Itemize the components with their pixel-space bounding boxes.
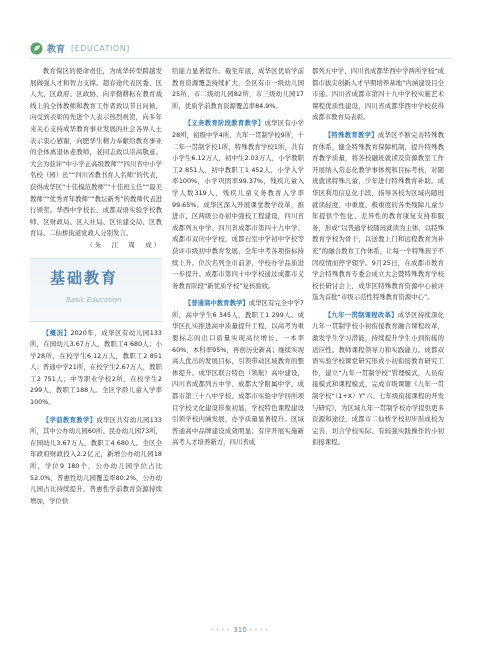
paragraph: 教育保区的使命责任，为成华转型跨越发展做强人才和智力支撑。超春途代表区委、区人大、区政府、区政协，向辛勤耕耘在教育战线上的全体教师和教育工作者致以节日问候，向受到表彰的先进个人表示热烈祝贺，向多年来关心支持成华教育事业发展的社会各界人士表示衷心感谢，向肥华生精力奉献给教育事业的全体离退休老教师，老同志致以崇高敬意。大会为获评“中小学正高级教师”“四川省中小学名校（园）长”“四川省教书育人名师”的代表，获得成华区“十佳模范教师”“十佳班主任”“最美教师”“优秀青年教师”“教坛新秀”的教师代表进行颁奖。华西中学校长、成都双语实验学校教师、区财政局、区人社局、区住建交局、区教育局、二仙桥街道党政人分别发言。 [30, 67, 162, 238]
column-2 [172, 66, 304, 449]
leaf-logo-icon [30, 42, 43, 55]
column-3 [312, 66, 444, 449]
paragraph: 成华区有完全中学7所，高中学生6 345人，教职工1 299人。成华区扎实推进高中质量提升工程，以高考为重要标志的出口质量实现高位增长，一本率60%，本科率95%，再创历史新高；继续实现高人优出的发展目标，引领带动区域教育的整体提升。成华区联合特色（领航）高中建设，四川省成都列五中学、成都大学附属中学、成都市第三十八中学校、成都市实验中学四所项目学校文化建设形象初显，学校特色课程建设引领学校内涵发展，办学质量显著提升。区域普通高中品牌建设成效明显；有序开展实施新高考人才培养新方，四川省成 [172, 299, 304, 447]
basic-education-banner [30, 258, 162, 322]
section-tag: 【义务教育阶段教育教学】 [184, 119, 265, 128]
paragraph: 成华区持续深化九年一贯制学校小初衔接教育融合课程改革，激发学生学习潜能，持续提升学生小到衔接的适应性。教师课程领导力和实践能力。成都双语实验学校课堂研究形成小初衔接教育研究工作，建立“九年一贯制学校”管理模式，人员衔接模式和课程模式，完成市级课题《九年一贯制学校“（1+X）Y”六、七年级衔接课程的开发与研究》，为区域九年一贯制学校办学提供更多资源和途径，成都市二仙桥学校初步形成校为完善、切合学校实际、有较强实践操作的小初衔接课程。 [312, 310, 445, 447]
header-divider [30, 58, 452, 59]
paragraph: 成华区有小学28所，初级中学4所，九年一贯制学校9所，十二年一贯制学校1所，特殊教育学校1所，共有小学生6.12万人，初中生2.03万人，小学教职工2 851人，初中教职工1 452人，小学入学率100%，小学巩固率99.37%，残疾儿童入学人数319人，残疾儿童义务教育入学率99.65%。成华区深入开展课堂教学改革，推进市、区两级公办初中强校工程建设，四川省成都列五中学、四川省成都市第四十九中学、成都市双庆中学校，成都石室中学初中学校等获评市级初中教育发展，全年中考各项指标持续上升。位次名列全市前茅，学校办学品质进一步提升。成都市第四十中学校通过成都市义务教育阶段“新优质学校”复核验收。 [172, 119, 305, 290]
section-tag: 【普通高中教育教学】 [184, 299, 249, 308]
section-tag: 【学前教育教学】 [42, 415, 97, 424]
paragraph: 成华区共有幼儿园133所，其中公办幼儿园60所、民办幼儿园73所，在园幼儿3.67万人，教职工4 680人。全区全年政府财政投入2.2亿元，新增公办幼儿园18所，学位9 180个，公办幼儿园学位占比52.0%，普惠性幼儿园覆盖率80.2%，公办幼儿园占比持续提升，普惠性学前教育资源持续增加，学位供 [30, 415, 162, 505]
author-signature: （朱 江 周 成） [86, 240, 162, 249]
paragraph: 成华区不断完善特殊教育体系，健全特殊教育保障机制，提升特殊教育教学质量，将各校融班就读及资源教室工作开展纳入常态化教学事体规和目标考核，对随班就读特殊儿童，少年进行特殊教育补助。成华区利用信息化手段，指导各校为区域内随班就读轻度、中重度、极重度的各类残障儿童少年提供个性化、差异性的教育康复支持和服务，形成“以普通学校随班就读为主体，以特殊教育学校为骨干，以送教上门和远程教育为补充”的融合教育工作体系，让每一个特殊孩子不因疫情而停学辍学。9月25日，在成都市教育学会特殊教育专委会成立大会暨特殊教育学校校长研讨会上，成华区特殊教育资源中心被评选为首批“市级示范性特殊教育资源中心”。 [312, 130, 445, 302]
footer-ornament-left: •••• [210, 626, 232, 634]
section-tag: 【九年一贯制课程改革】 [324, 310, 398, 319]
paragraph: 都列五中学、四川省成都华西中学两所学校“成都市拔尖创新人才早期培养基地”内涵建设目全市递。四川省成都市第四十九中学校实施艺术课程优质性建设，四川省成都华西中学校获得成都市教育局表彰。 [312, 67, 444, 122]
page-number: 310 [233, 626, 247, 634]
paragraph: 2020年，成华区有幼儿园133所，在园幼儿3.67万人，教职工4 680人；小学28所，在校学生6.12万人，教职工2 851人；普通中学21所，在校学生2.67万人，教职工2 751人；中等职业学校2所，在校学生2 299人，教职工188人。全区学龄儿童入学率100%。 [30, 328, 162, 407]
section-title: 教育 [47, 44, 66, 55]
section-tag: 【概况】 [42, 328, 71, 337]
section-title-en: [EDUCATION] [71, 43, 130, 53]
banner-subtitle: Basic Education [66, 295, 122, 304]
paragraph: 给能力显著提升。截至年底，成华区优质学前教育资源覆盖持续扩大，全区有市一级幼儿园25所，市二级幼儿园82所，市三级幼儿园17所，优质学前教育资源覆盖率84.9%。 [172, 67, 304, 110]
page-footer [0, 626, 480, 634]
running-header [30, 38, 130, 58]
banner-title: 基础教育 [50, 268, 119, 287]
footer-ornament-right: •••• [248, 626, 270, 634]
section-tag: 【特殊教育教学】 [324, 130, 378, 139]
column-1 [30, 66, 162, 507]
